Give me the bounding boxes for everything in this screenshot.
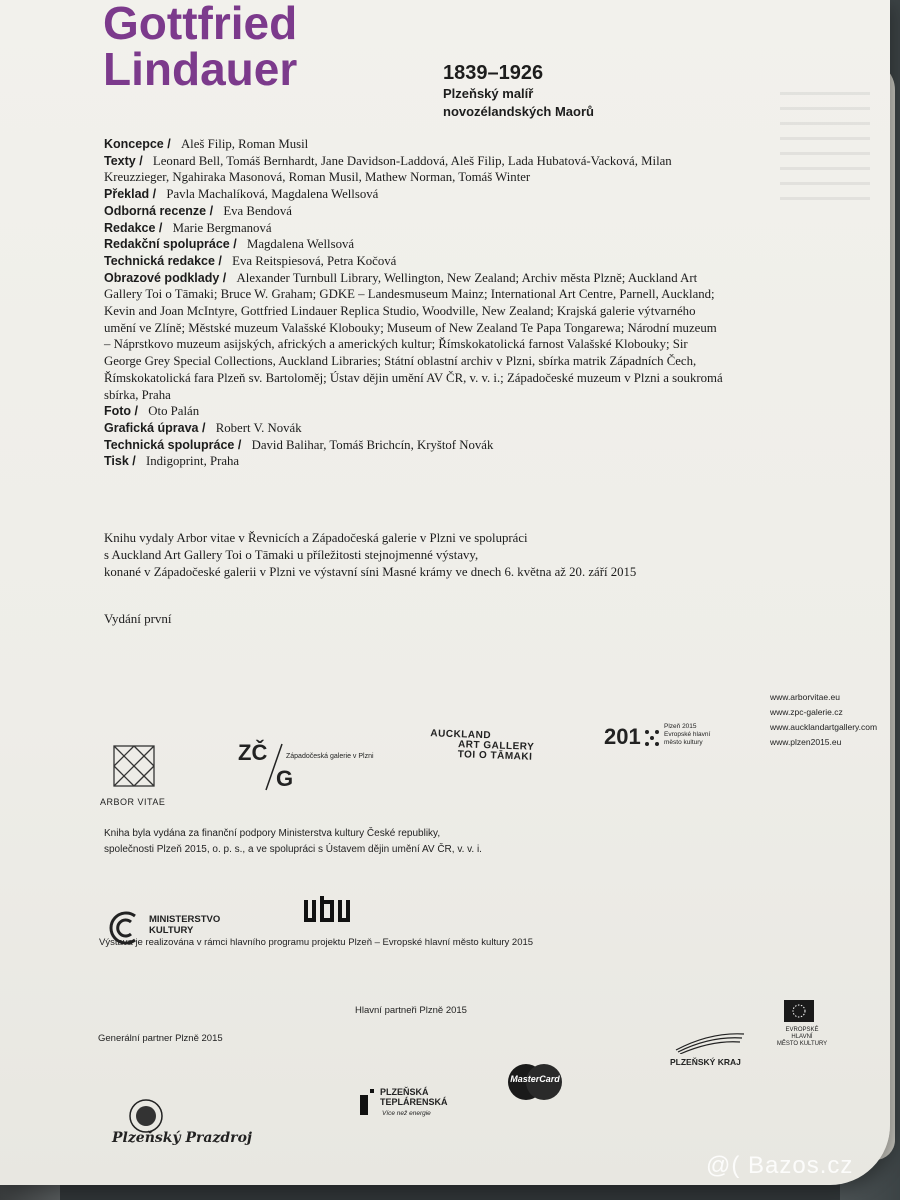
main-partners-label: Hlavní partneři Plzně 2015 xyxy=(355,1005,467,1016)
plzensky-prazdroj-logo xyxy=(112,1098,252,1158)
ministerstvo-text xyxy=(149,914,220,936)
credit-label: Překlad / xyxy=(104,187,157,202)
credit-label: Redakce / xyxy=(104,220,163,235)
credit-entry xyxy=(104,220,724,237)
credit-entry xyxy=(104,236,724,253)
book-subtitle xyxy=(443,62,594,121)
credit-label: Technická spolupráce / xyxy=(104,437,242,452)
auckland-line-3: TOI O TĀMAKI xyxy=(457,749,533,763)
zcg-letters-bottom: G xyxy=(276,766,294,791)
zcg-logo xyxy=(238,740,398,795)
program-note: Výstava je realizována v rámci hlavního programu projektu Plzeň – Evropské hlavní město kultury 2015 xyxy=(99,937,534,948)
auckland-art-gallery-logo xyxy=(430,729,535,763)
eu-culture-logo xyxy=(776,1000,836,1050)
url-plzen2015: www.plzen2015.eu xyxy=(770,737,842,747)
arbor-vitae-label: ARBOR VITAE xyxy=(100,797,166,807)
credit-label: Obrazové podklady / xyxy=(104,270,227,285)
edition-note: Vydání první xyxy=(104,611,172,626)
credit-label: Grafická úprava / xyxy=(104,420,206,435)
credit-label: Technická redakce / xyxy=(104,253,222,268)
plzen2015-text-1: Plzeň 2015 xyxy=(664,723,697,730)
credit-value: Alexander Turnbull Library, Wellington, New Zealand; Archiv města Plzně; Auckland Art Gallery Toi o Tāmaki; Bruce W. Graham; GDKE – Landesmuseum Mainz; International Art Centre, Parnell, Auckland; Kevin and Joan McIntyre, Gottfried Lindauer Replica Studio, Woodville, New Zealand; Krajská galerie výtvarného umění ve Zlíně; Městské muzeum Valašské Klobouky; Museum of New Zealand Te Papa Tongarewa; Národní muzeum – Náprstkovo muzeum asijských, afrických a amerických kultur; Římskokatolická farnost Valašské Klobouky; Sir George Grey Special Collections, Auckland Libraries; Státní oblastní archiv v Plzni, sbírka matrik Západních Čech, Římskokatolická fara Plzeň sv. Bartoloměj; Ústav dějin umění AV ČR, v. v. i.; Západočeské muzeum v Plzni a soukromá sbírka, Praha xyxy=(104,270,723,402)
url-list xyxy=(770,690,877,750)
credit-label: Foto / xyxy=(104,404,139,419)
credit-value: Robert V. Novák xyxy=(215,420,302,435)
funding-line-2: společnosti Plzeň 2015, o. p. s., a ve spolupráci s Ústavem dějin umění AV ČR, v. v. i. xyxy=(104,844,482,855)
plzen2015-text-2: Evropské hlavní xyxy=(664,731,711,738)
auckland-line-1: AUCKLAND xyxy=(430,728,492,742)
credit-value: Eva Bendová xyxy=(223,203,292,218)
funding-line-1: Kniha byla vydána za finanční podpory Ministerstva kultury České republiky, xyxy=(104,828,441,839)
ministerstvo-line-2: KULTURY xyxy=(149,925,194,936)
credit-entry xyxy=(104,253,724,270)
plzen2015-text xyxy=(664,723,710,747)
credit-entry xyxy=(104,420,724,437)
teplarenska-line-1: PLZEŇSKÁ xyxy=(380,1087,429,1097)
credit-value: Magdalena Wellsová xyxy=(246,237,355,252)
credit-label: Texty / xyxy=(104,153,143,168)
url-auckland: www.aucklandartgallery.com xyxy=(770,722,878,732)
udu-icon xyxy=(304,894,356,926)
subtitle-line-1: Plzeňský malíř xyxy=(443,86,534,101)
credit-value: Indigoprint, Praha xyxy=(145,454,240,469)
credit-value: Eva Reitspiesová, Petra Kočová xyxy=(232,253,397,268)
subtitle-line-2: novozélandských Maorů xyxy=(443,104,594,119)
credit-entry xyxy=(104,153,724,186)
url-zpc-galerie: www.zpc-galerie.cz xyxy=(770,707,843,717)
prazdroj-label: Plzeňský Prazdroj xyxy=(112,1130,252,1146)
teplarenska-tagline: Více než energie xyxy=(382,1110,431,1117)
credit-entry xyxy=(104,203,724,220)
credit-label: Koncepce / xyxy=(104,137,171,151)
teplarenska-line-2: TEPLÁRENSKÁ xyxy=(380,1097,448,1107)
auckland-line-2: ART GALLERY xyxy=(457,739,535,753)
credits-block xyxy=(104,136,724,470)
plzensky-kraj-swoosh-icon xyxy=(670,1028,746,1054)
general-partner-label: Generální partner Plzně 2015 xyxy=(98,1033,223,1044)
eu-culture-text xyxy=(776,1027,828,1048)
publication-note xyxy=(104,530,724,581)
funding-note xyxy=(104,826,564,858)
prazdroj-seal-icon xyxy=(126,1098,166,1134)
udu-logo xyxy=(304,894,356,924)
credit-label: Odborná recenze / xyxy=(104,203,214,218)
plzensky-kraj-label: PLZEŇSKÝ KRAJ xyxy=(670,1057,741,1067)
credit-label: Tisk / xyxy=(104,454,136,469)
eu-flag-icon xyxy=(784,1000,814,1022)
plzensky-kraj-logo xyxy=(670,1028,750,1068)
teplarenska-text xyxy=(380,1087,448,1107)
arbor-vitae-icon xyxy=(108,742,166,790)
plzen2015-text-3: město kultury xyxy=(664,739,703,746)
teplarenska-logo xyxy=(358,1085,478,1125)
mastercard-logo xyxy=(507,1062,563,1102)
credit-entry xyxy=(104,270,724,404)
teplarenska-icon xyxy=(358,1089,378,1115)
zcg-letters-top: ZČ xyxy=(238,740,268,765)
ministerstvo-line-1: MINISTERSTVO xyxy=(149,914,221,925)
publication-line-1: Knihu vydaly Arbor vitae v Řevnicích a Západočeská galerie v Plzni ve spolupráci xyxy=(104,531,528,545)
plzen2015-logo xyxy=(604,720,734,756)
credit-entry xyxy=(104,186,724,203)
life-years: 1839–1926 xyxy=(443,62,544,84)
plzen2015-mark: 201 xyxy=(604,724,641,749)
credit-value: Aleš Filip, Roman Musil xyxy=(180,137,309,151)
arbor-vitae-logo xyxy=(100,742,170,807)
zcg-name: Západočeská galerie v Plzni xyxy=(286,753,374,760)
title-line-2: Lindauer xyxy=(103,43,298,95)
credit-value: Leonard Bell, Tomáš Bernhardt, Jane Davidson-Laddová, Aleš Filip, Lada Hubatová-Vacková, Milan Kreuzzieger, Ngahiraka Masonová, Roman Musil, Mathew Norman, Tomáš Winter xyxy=(104,153,672,185)
publication-line-3: konané v Západočeské galerii v Plzni ve výstavní síni Masné krámy ve dnech 6. května až 20. září 2015 xyxy=(104,565,637,579)
credit-value: David Balihar, Tomáš Brichcín, Kryštof Novák xyxy=(251,437,494,452)
mastercard-label: MasterCard xyxy=(510,1074,560,1084)
credit-value: Oto Palán xyxy=(148,404,200,419)
eu-line-2: MĚSTO KULTURY xyxy=(776,1041,828,1047)
credit-value: Pavla Machalíková, Magdalena Wellsová xyxy=(166,187,379,202)
watermark: @( Bazos.cz xyxy=(706,1152,854,1179)
url-arborvitae: www.arborvitae.eu xyxy=(770,692,840,702)
credit-entry xyxy=(104,437,724,454)
book-title xyxy=(103,0,298,95)
title-line-1: Gottfried xyxy=(103,0,298,49)
bleed-through-text xyxy=(780,80,870,212)
eu-line-1: EVROPSKÉ HLAVNÍ xyxy=(785,1027,819,1040)
credit-entry xyxy=(104,453,724,470)
plzen2015-x-icon xyxy=(644,729,660,747)
credit-label: Redakční spolupráce / xyxy=(104,237,237,252)
credit-entry xyxy=(104,136,724,153)
publication-line-2: s Auckland Art Gallery Toi o Tāmaki u příležitosti stejnojmenné výstavy, xyxy=(104,548,479,562)
credit-entry xyxy=(104,403,724,420)
credit-value: Marie Bergmanová xyxy=(172,220,272,235)
